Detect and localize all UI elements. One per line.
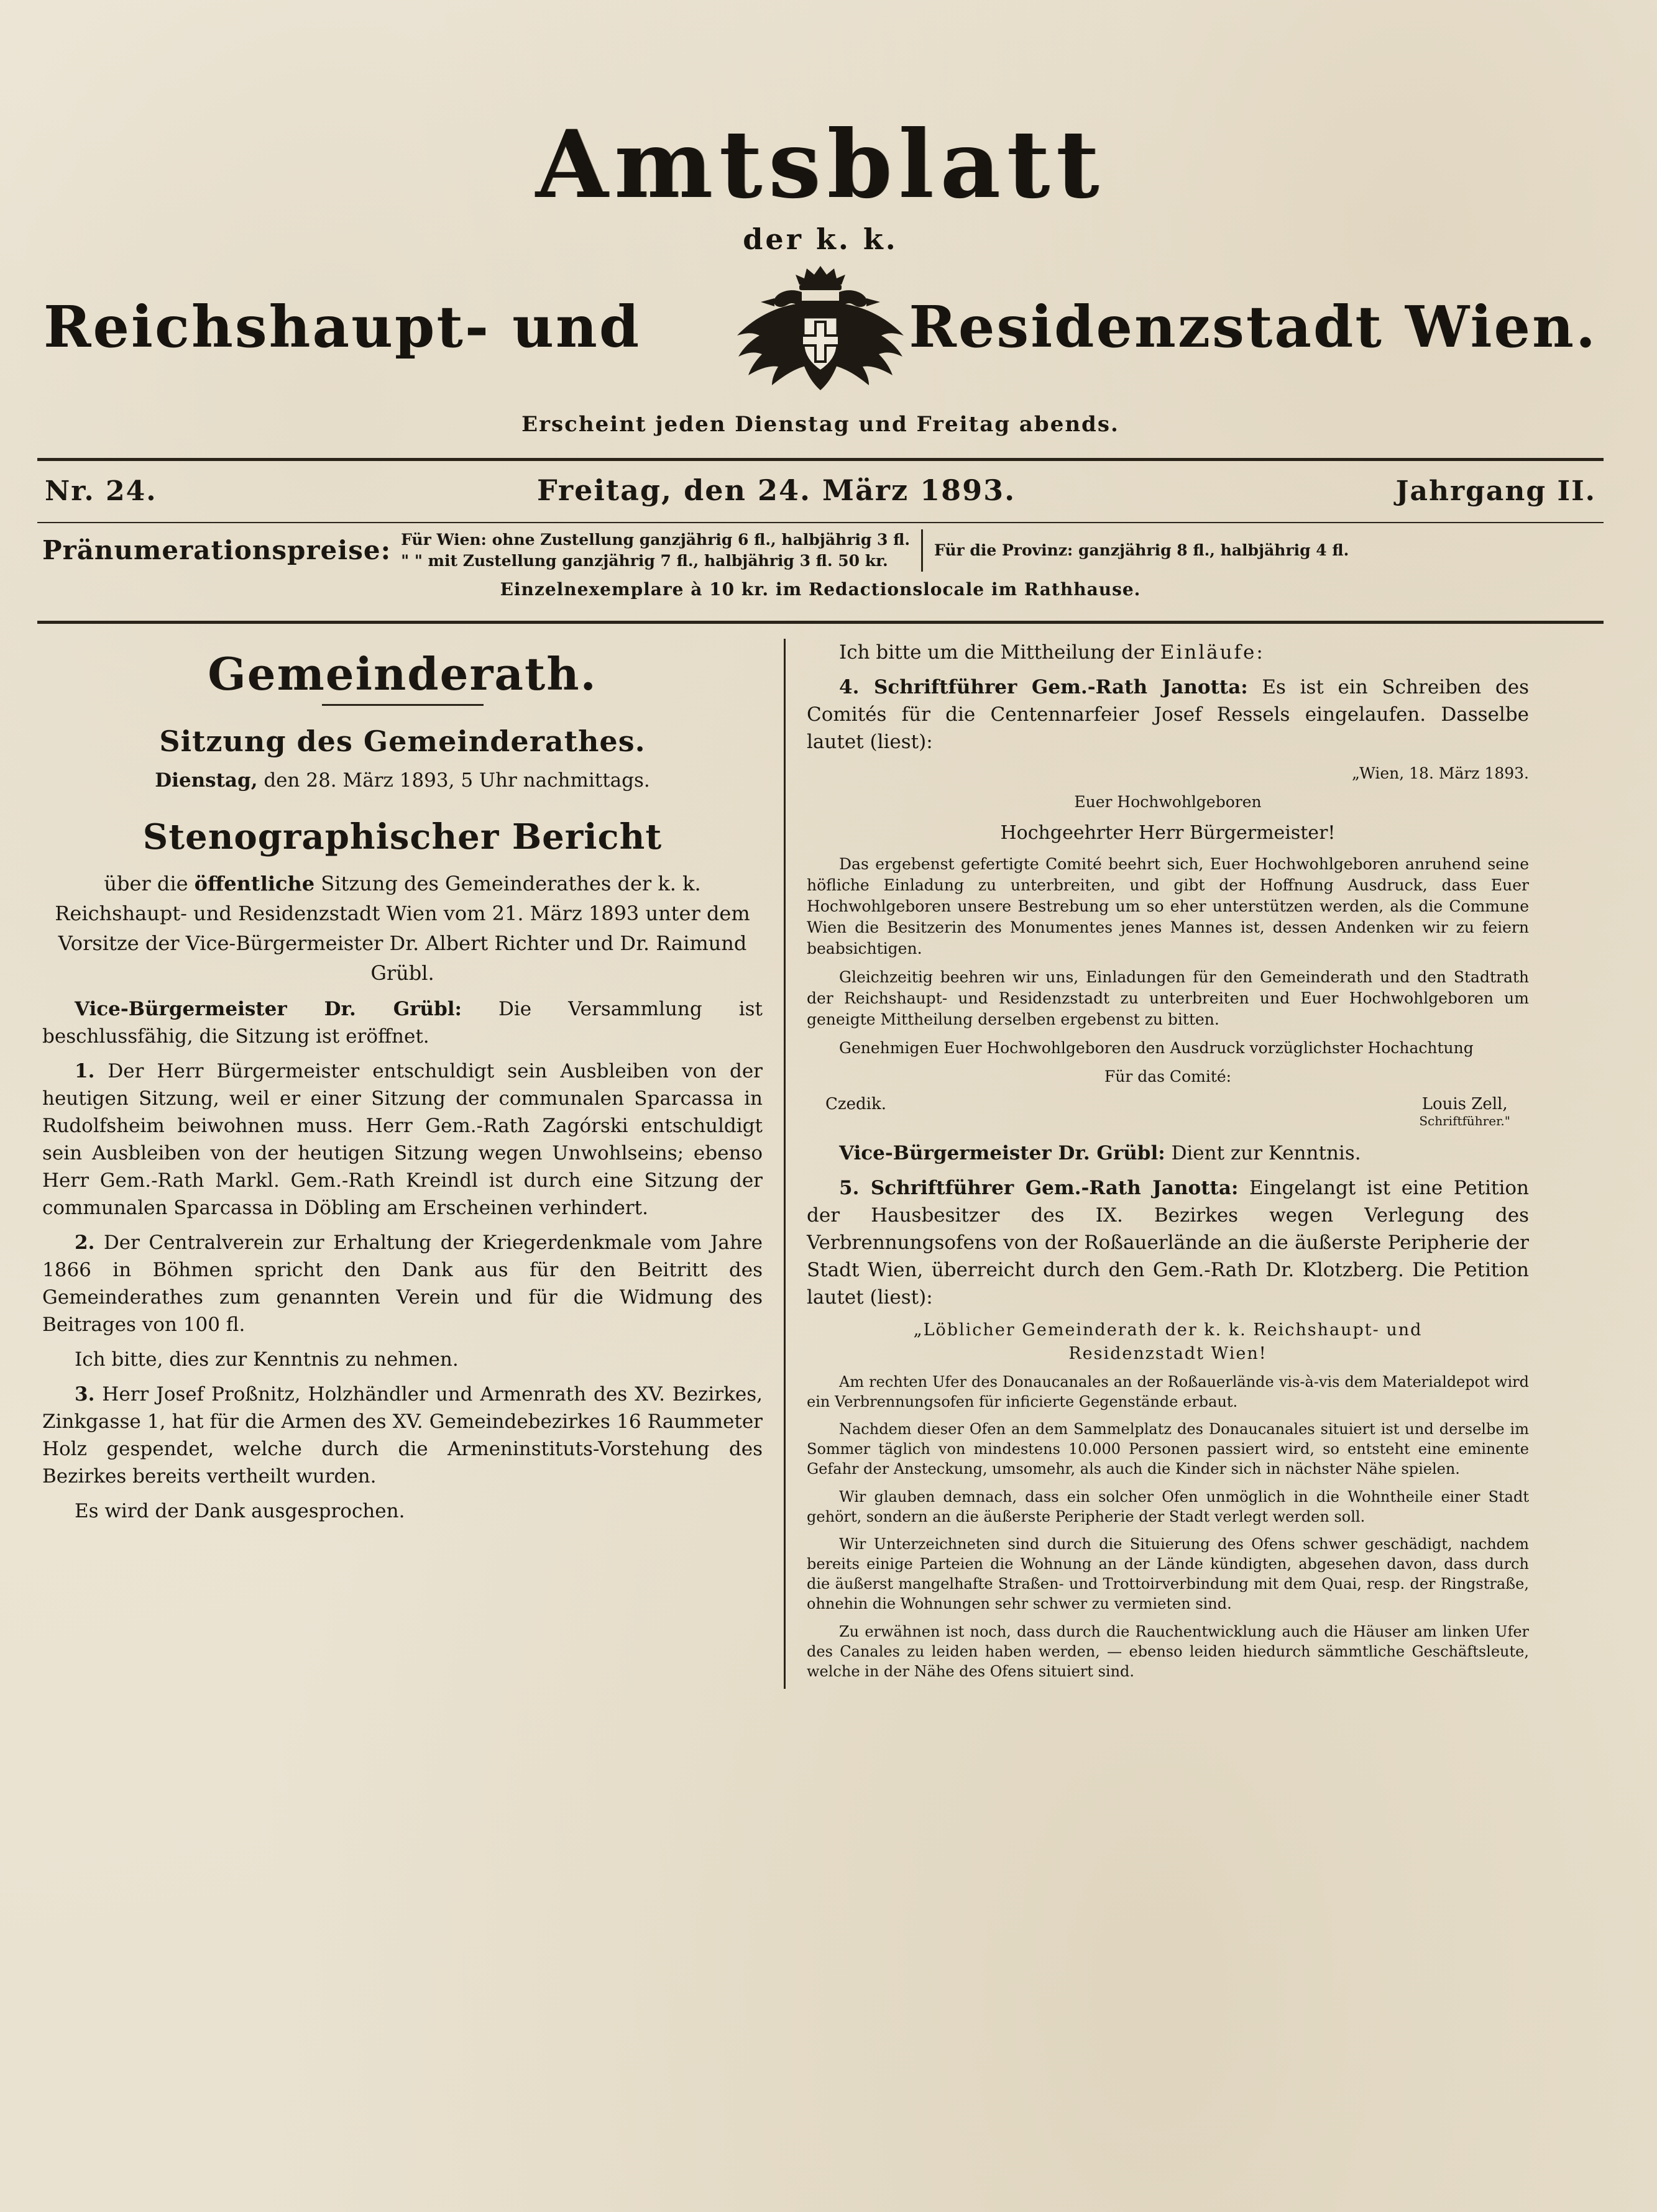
column-left bbox=[42, 639, 786, 1689]
prices-single-copy: Einzelnexemplare à 10 kr. im Redactionslocale im Rathhause. bbox=[500, 578, 1141, 600]
issue-number: Nr. 24. bbox=[45, 475, 157, 507]
letter-comite-label: Für das Comité: bbox=[1104, 1067, 1232, 1086]
petition-paragraph-1: Am rechten Ufer des Donaucanales an der Roßauerlände vis-à-vis dem Materialdepot wird ein Verbrennungsofen für inficierte Gegenstände erbaut. bbox=[807, 1373, 1529, 1410]
page-sheet bbox=[37, 25, 1604, 2187]
signature-right bbox=[1419, 1095, 1510, 1128]
signature-right-role: Schriftführer." bbox=[1419, 1113, 1510, 1129]
letter-signatures bbox=[807, 1095, 1529, 1128]
paragraph-item-2 bbox=[42, 1229, 763, 1338]
item-2-number: 2. bbox=[75, 1231, 95, 1254]
request-text-a: Ich bitte um die Mittheilung der bbox=[839, 641, 1160, 664]
subscription-prices bbox=[37, 523, 1604, 574]
prices-vienna-line1: Für Wien: ohne Zustellung ganzjährig 6 fl., halbjährig 3 fl. bbox=[401, 531, 911, 549]
speaker-gruebl-2-text: Dient zur Kenntnis. bbox=[1165, 1142, 1361, 1165]
signature-right-name: Louis Zell, bbox=[1421, 1095, 1508, 1114]
petition-heading-line-2: Residenzstadt Wien! bbox=[1068, 1344, 1267, 1364]
letter-paragraph-3: Genehmigen Euer Hochwohlgeboren den Ausdruck vorzüglichster Hochachtung bbox=[839, 1039, 1474, 1058]
meeting-day: Dienstag, bbox=[155, 769, 258, 792]
paragraph-item-4 bbox=[807, 674, 1529, 756]
paragraph-item-3-note: Es wird der Dank ausgesprochen. bbox=[75, 1499, 405, 1522]
section-heading-rule bbox=[322, 704, 484, 706]
speaker-gruebl-2: Vice-Bürgermeister Dr. Grübl: bbox=[839, 1142, 1165, 1165]
body-columns bbox=[37, 639, 1604, 1689]
letter-salutation-2: Hochgeehrter Herr Bürgermeister! bbox=[1000, 821, 1336, 844]
prices-province: Für die Provinz: ganzjährig 8 fl., halbjährig 4 fl. bbox=[934, 541, 1349, 559]
issue-line bbox=[37, 461, 1604, 518]
column-right bbox=[786, 639, 1529, 1689]
speaker-janotta-5: 5. Schriftführer Gem.-Rath Janotta: bbox=[839, 1177, 1239, 1200]
issue-volume: Jahrgang II. bbox=[1395, 475, 1596, 507]
publication-frequency: Erscheint jeden Dienstag und Freitag abends. bbox=[521, 412, 1119, 437]
masthead bbox=[37, 25, 1604, 437]
signature-left: Czedik. bbox=[825, 1095, 886, 1114]
prices-label: Pränumerationspreise: bbox=[42, 535, 392, 566]
masthead-title-left: Reichshaupt- und bbox=[44, 293, 641, 360]
speaker-gruebl: Vice-Bürgermeister Dr. Grübl: bbox=[75, 997, 462, 1020]
issue-date: Freitag, den 24. März 1893. bbox=[537, 473, 1016, 507]
masthead-subtitle: der k. k. bbox=[743, 222, 898, 256]
letter-place-date: „Wien, 18. März 1893. bbox=[1352, 764, 1529, 782]
letter-paragraph-2: Gleichzeitig beehren wir uns, Einladungen für den Gemeinderath und den Stadtrath der Reichshaupt- und Residenzstadt zu unterbreiten und Euer Hochwohlgeboren um geneigte Mittheilung derselben ergebenst zu bitten. bbox=[807, 968, 1529, 1029]
item-4-text: Es ist ein Schreiben des Comités für die Centennarfeier Josef Ressels eingelaufen. Dasselbe lautet (liest): bbox=[807, 675, 1529, 753]
masthead-title-row bbox=[37, 260, 1604, 393]
item-1-number: 1. bbox=[75, 1059, 95, 1082]
report-intro-c: Sitzung des Gemeinderathes der k. k. Reichshaupt- und Residenzstadt Wien vom 21. März 1893 unter dem Vorsitze der Vice-Bürgermeister Dr. Albert Richter und Dr. Raimund Grübl. bbox=[55, 871, 750, 985]
meeting-rest: den 28. März 1893, 5 Uhr nachmittags. bbox=[257, 769, 650, 792]
speaker-gruebl-text: Die Versammlung ist beschlussfähig, die Sitzung ist eröffnet. bbox=[42, 997, 763, 1048]
request-text-b: Einläufe: bbox=[1160, 641, 1265, 664]
petition-paragraph-3: Wir glauben demnach, dass ein solcher Ofen unmöglich in die Wohntheile einer Stadt gehört, sondern an die äußerste Peripherie der Stadt verlegt werden soll. bbox=[807, 1488, 1529, 1525]
item-5-text: Eingelangt ist eine Petition der Hausbesitzer des IX. Bezirkes wegen Verlegung des Verbrennungsofens von der Roßauerlände an die äußerste Peripherie der Stadt Wien, überreicht durch den Gem.-Rath Dr. Klotzberg. Die Petition lautet (liest): bbox=[807, 1177, 1529, 1309]
paragraph-request-einlaeufe bbox=[807, 639, 1529, 666]
item-2-text: Der Centralverein zur Erhaltung der Kriegerdenkmale vom Jahre 1866 in Böhmen spricht den Dank aus für den Beitritt des Gemeinderathes zum genannten Verein und für die Widmung des Beitrages von 100 fl. bbox=[42, 1231, 763, 1336]
speaker-janotta-4: 4. Schriftführer Gem.-Rath Janotta: bbox=[839, 675, 1248, 698]
item-3-text: Herr Josef Proßnitz, Holzhändler und Armenrath des XV. Bezirkes, Zinkgasse 1, hat für die Armen des XV. Gemeindebezirkes 16 Raummeter Holz gespendet, welche durch die Armeninstituts-Vorstehung des Bezirkes bereits vertheilt wurden. bbox=[42, 1382, 763, 1488]
petition-paragraph-5: Zu erwähnen ist noch, dass durch die Rauchentwicklung auch die Häuser am linken Ufer des Canales zu leiden haben werden, — ebenso leiden hiedurch sämmtliche Geschäftsleute, welche in der Nähe des Ofens situiert sind. bbox=[807, 1622, 1529, 1680]
item-3-number: 3. bbox=[75, 1382, 95, 1405]
meeting-datetime bbox=[42, 767, 763, 794]
petition-heading-line-1: „Löblicher Gemeinderath der k. k. Reichshaupt- und bbox=[913, 1320, 1423, 1340]
prices-vienna-line2: " " mit Zustellung ganzjährig 7 fl., halbjährig 3 fl. 50 kr. bbox=[401, 551, 888, 570]
divider-thick-bottom bbox=[37, 621, 1604, 624]
double-headed-eagle-icon bbox=[709, 260, 932, 393]
paragraph-item-5 bbox=[807, 1174, 1529, 1311]
letter-salutation-1: Euer Hochwohlgeboren bbox=[1074, 792, 1262, 811]
paragraph-gruebl-kenntnis bbox=[807, 1140, 1529, 1167]
letter-paragraph-1: Das ergebenst gefertigte Comité beehrt sich, Euer Hochwohlgeboren anruhend seine höfliche Einladung zu unterbreiten, und gibt der Hoffnung Ausdruck, dass Euer Hochwohlgeboren unsere Bestrebung um so eher unterstützen werden, als die Commune Wien die Besitzerin des Monumentes jenes Mannes ist, dessen Andenken wir zu feiern beabsichtigen. bbox=[807, 855, 1529, 958]
heading-stenographischer-bericht: Stenographischer Bericht bbox=[142, 816, 663, 857]
item-1-text: Der Herr Bürgermeister entschuldigt sein Ausbleiben von der heutigen Sitzung, weil er einer Sitzung der communalen Sparcassa in Rudolfsheim beiwohnen muss. Herr Gem.-Rath Zagórski entschuldigt sein Ausbleiben von der heutigen Sitzung wegen Unwohlseins; ebenso Herr Gem.-Rath Markl. Gem.-Rath Kreindl ist durch eine Sitzung der communalen Sparcassa in Döbling am Erscheinen verhindert. bbox=[42, 1059, 763, 1219]
subheading-sitzung: Sitzung des Gemeinderathes. bbox=[159, 724, 646, 758]
petition-heading bbox=[807, 1319, 1529, 1366]
prices-vienna bbox=[401, 529, 923, 572]
report-intro-a: über die bbox=[104, 871, 195, 895]
page-title: Amtsblatt bbox=[535, 110, 1106, 219]
petition-paragraph-2: Nachdem dieser Ofen an dem Sammelplatz des Donaucanales situiert ist und derselbe im Sommer täglich von mindestens 10.000 Personen passiert wird, so entsteht eine eminente Gefahr der Ansteckung, umsomehr, als auch die Kinder sich in nächster Nähe spielen. bbox=[807, 1420, 1529, 1478]
report-intro bbox=[42, 869, 763, 988]
section-heading-gemeinderath: Gemeinderath. bbox=[208, 647, 597, 700]
paragraph-item-2-note: Ich bitte, dies zur Kenntnis zu nehmen. bbox=[75, 1348, 459, 1371]
masthead-title-right: Residenzstadt Wien. bbox=[909, 293, 1597, 360]
paragraph-item-1 bbox=[42, 1058, 763, 1222]
paragraph-item-3 bbox=[42, 1381, 763, 1490]
paragraph-gruebl-open bbox=[42, 995, 763, 1050]
report-intro-b: öffentliche bbox=[194, 871, 315, 895]
petition-paragraph-4: Wir Unterzeichneten sind durch die Situierung des Ofens schwer geschädigt, nachdem bereits einige Parteien die Wohnung an der Lände kündigten, abgesehen davon, dass durch die äußerst mangelhafte Straßen- und Trottoirverbindung mit dem Quai, resp. der Ringstraße, ohnehin die Wohnungen sehr schwer zu vermieten sind. bbox=[807, 1535, 1529, 1613]
